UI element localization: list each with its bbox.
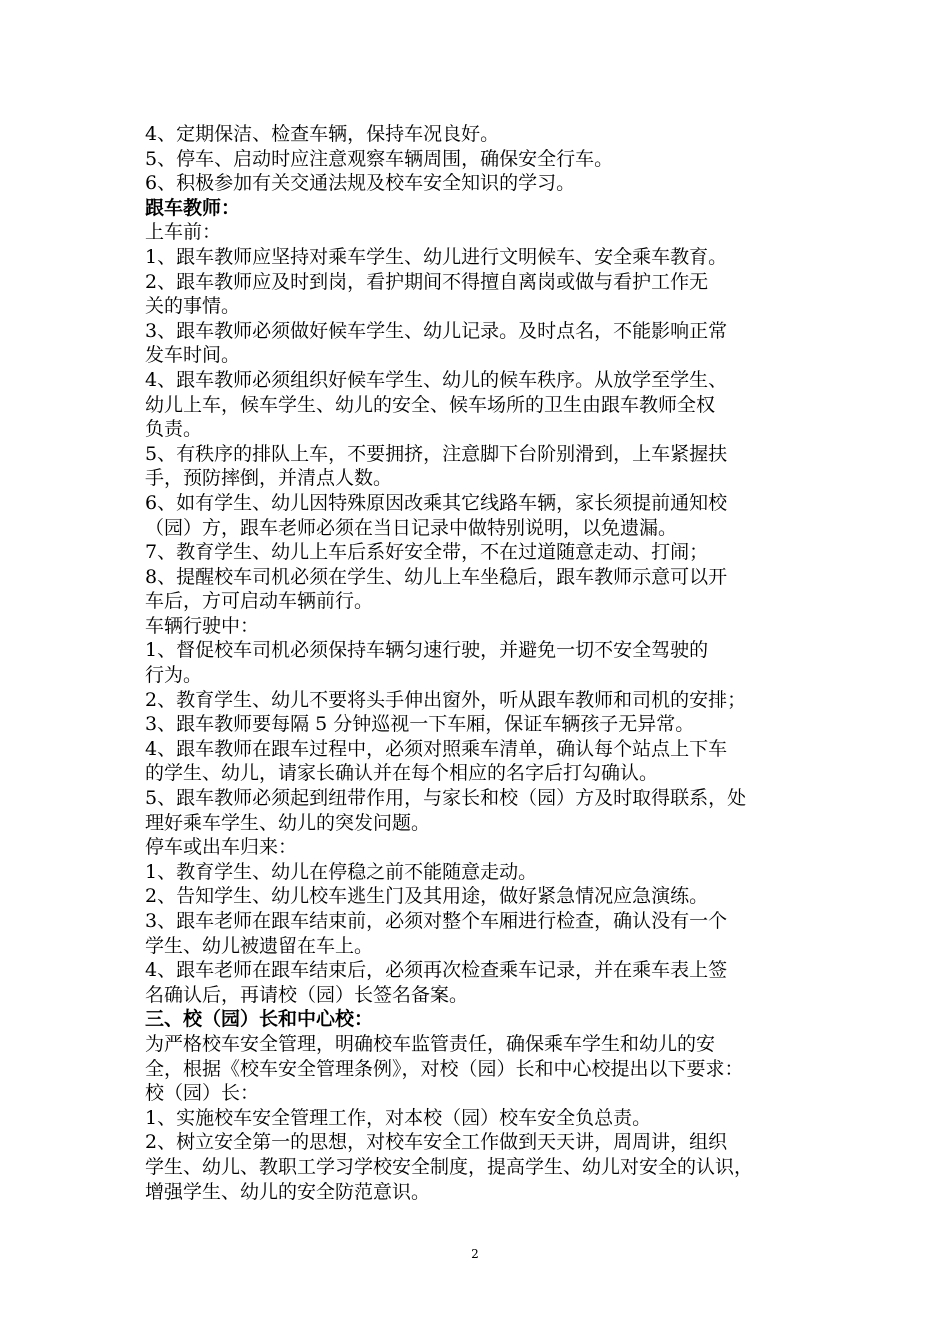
text-line: 理好乘车学生、幼儿的突发问题。: [145, 811, 431, 834]
text-line: 4、跟车教师在跟车过程中，必须对照乘车清单，确认每个站点上下车: [145, 737, 728, 760]
text-line: 学生、幼儿、教职工学习学校安全制度，提高学生、幼儿对安全的认识，: [145, 1155, 754, 1178]
text-line: 2、树立安全第一的思想，对校车安全工作做到天天讲，周周讲，组织: [145, 1131, 728, 1154]
text-line: 发车时间。: [145, 344, 241, 367]
text-line: 车辆行驶中：: [145, 614, 260, 637]
text-line: 校（园）长：: [145, 1082, 260, 1105]
text-line: 上车前：: [145, 221, 222, 244]
text-line: 为严格校车安全管理，明确校车监管责任，确保乘车学生和幼儿的安: [145, 1032, 716, 1055]
text-line: 行为。: [145, 664, 203, 687]
text-line: 4、跟车老师在跟车结束后，必须再次检查乘车记录，并在乘车表上签: [145, 959, 728, 982]
text-line: 6、积极参加有关交通法规及校车安全知识的学习。: [145, 172, 576, 195]
text-line: 3、跟车教师必须做好候车学生、幼儿记录。及时点名，不能影响正常: [145, 319, 728, 342]
text-line: 1、教育学生、幼儿在停稳之前不能随意走动。: [145, 860, 538, 883]
section-heading: 跟车教师：: [145, 196, 241, 219]
text-line: 名确认后，再请校（园）长签名备案。: [145, 983, 469, 1006]
text-line: （园）方，跟车老师必须在当日记录中做特别说明，以免遗漏。: [145, 516, 678, 539]
document-body: [145, 122, 825, 1204]
text-line: 1、跟车教师应坚持对乘车学生、幼儿进行文明候车、安全乘车教育。: [145, 245, 728, 268]
section-heading: 三、校（园）长和中心校：: [145, 1008, 374, 1031]
page-number: 2: [471, 1247, 479, 1261]
text-line: 停车或出车归来：: [145, 836, 298, 859]
text-line: 全，根据《校车安全管理条例》，对校（园）长和中心校提出以下要求：: [145, 1057, 744, 1080]
text-line: 车后，方可启动车辆前行。: [145, 590, 374, 613]
text-line: 3、跟车教师要每隔 5 分钟巡视一下车厢，保证车辆孩子无异常。: [145, 713, 695, 736]
text-line: 5、跟车教师必须起到纽带作用，与家长和校（园）方及时取得联系，处: [145, 787, 747, 810]
text-line: 负责。: [145, 418, 203, 441]
text-line: 7、教育学生、幼儿上车后系好安全带，不在过道随意走动、打闹；: [145, 541, 709, 564]
text-line: 2、跟车教师应及时到岗，看护期间不得擅自离岗或做与看护工作无: [145, 270, 709, 293]
text-line: 2、告知学生、幼儿校车逃生门及其用途，做好紧急情况应急演练。: [145, 885, 709, 908]
text-line: 4、定期保洁、检查车辆，保持车况良好。: [145, 123, 500, 145]
text-line: 8、提醒校车司机必须在学生、幼儿上车坐稳后，跟车教师示意可以开: [145, 565, 728, 588]
text-line: 关的事情。: [145, 295, 241, 318]
text-line: 3、跟车老师在跟车结束前，必须对整个车厢进行检查，确认没有一个: [145, 910, 728, 932]
text-line: 的学生、幼儿，请家长确认并在每个相应的名字后打勾确认。: [145, 762, 659, 785]
text-line: 2、教育学生、幼儿不要将头手伸出窗外，听从跟车教师和司机的安排；: [145, 688, 747, 711]
text-line: 幼儿上车，候车学生、幼儿的安全、候车场所的卫生由跟车教师全权: [145, 393, 716, 416]
text-line: 6、如有学生、幼儿因特殊原因改乘其它线路车辆，家长须提前通知校: [145, 491, 728, 514]
text-line: 1、督促校车司机必须保持车辆匀速行驶，并避免一切不安全驾驶的: [145, 639, 709, 662]
text-line: 5、有秩序的排队上车，不要拥挤，注意脚下台阶别滑到，上车紧握扶: [145, 442, 728, 465]
text-line: 学生、幼儿被遗留在车上。: [145, 934, 374, 957]
text-line: 5、停车、启动时应注意观察车辆周围，确保安全行车。: [145, 147, 614, 170]
text-line: 1、实施校车安全管理工作，对本校（园）校车安全负总责。: [145, 1106, 652, 1129]
text-line: 4、跟车教师必须组织好候车学生、幼儿的候车秩序。从放学至学生、: [145, 368, 728, 391]
text-line: 手，预防摔倒，并清点人数。: [145, 467, 393, 490]
text-line: 增强学生、幼儿的安全防范意识。: [145, 1180, 431, 1203]
